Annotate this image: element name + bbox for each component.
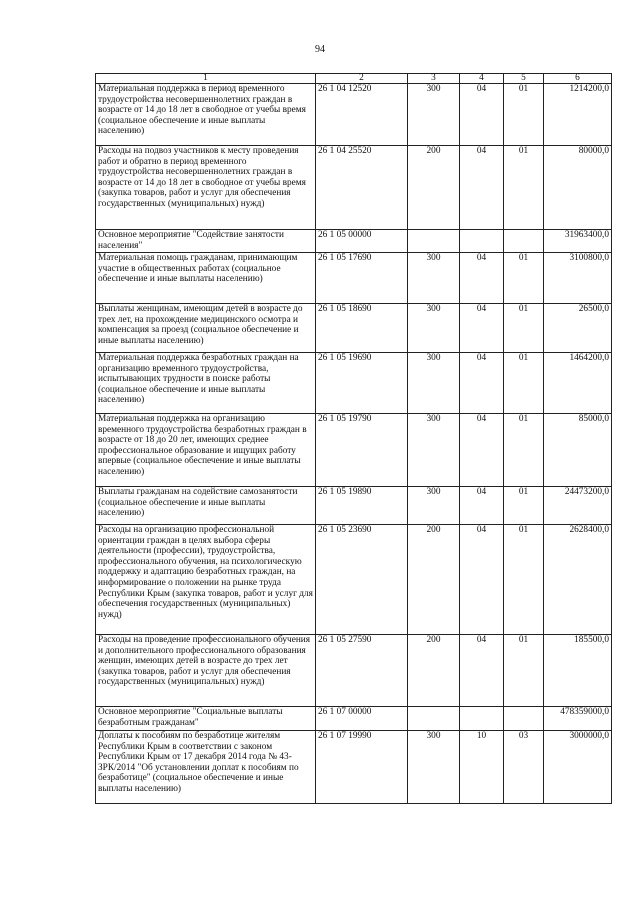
- table-row: [96, 707, 612, 731]
- row-section: 04: [460, 487, 504, 525]
- row-section: 04: [460, 635, 504, 707]
- row-expense-type: 300: [408, 731, 460, 804]
- row-amount: 31963400,0: [544, 230, 612, 253]
- row-subsection: 01: [504, 414, 544, 487]
- row-target-code: 26 1 05 27590: [316, 635, 408, 707]
- row-subsection: [504, 230, 544, 253]
- row-name: Доплаты к пособиям по безработице жителям Республики Крым в соответствии с законом Республики Крым от 17 декабря 2014 года № 43-ЗРК/2014 "Об установлении доплат к пособиям по безработице" (социальное обеспечение и иные выплаты населению): [96, 731, 316, 804]
- row-name: Материальная поддержка в период временного трудоустройства несовершеннолетних граждан в возрасте от 14 до 18 лет в свободное от учебы время (социальное обеспечение и иные выплаты населению): [96, 84, 316, 146]
- column-header: 3: [408, 74, 460, 84]
- row-name: Выплаты гражданам на содействие самозанятости (социальное обеспечение и иные выплаты населению): [96, 487, 316, 525]
- row-expense-type: 300: [408, 414, 460, 487]
- row-section: 04: [460, 146, 504, 230]
- table-header-row: [96, 74, 612, 84]
- table-row: [96, 146, 612, 230]
- row-expense-type: [408, 707, 460, 731]
- row-section: 04: [460, 414, 504, 487]
- row-target-code: 26 1 05 19690: [316, 353, 408, 414]
- row-target-code: 26 1 05 00000: [316, 230, 408, 253]
- row-subsection: 01: [504, 353, 544, 414]
- row-name: Основное мероприятие "Содействие занятости населения": [96, 230, 316, 253]
- row-expense-type: 200: [408, 525, 460, 635]
- row-section: 04: [460, 525, 504, 635]
- row-amount: 1214200,0: [544, 84, 612, 146]
- row-amount: 24473200,0: [544, 487, 612, 525]
- row-amount: 185500,0: [544, 635, 612, 707]
- table-row: [96, 84, 612, 146]
- row-section: [460, 230, 504, 253]
- column-header: 5: [504, 74, 544, 84]
- table-row: [96, 414, 612, 487]
- row-name: Основное мероприятие "Социальные выплаты безработным гражданам": [96, 707, 316, 731]
- row-amount: 1464200,0: [544, 353, 612, 414]
- row-section: [460, 707, 504, 731]
- table-row: [96, 525, 612, 635]
- row-target-code: 26 1 04 25520: [316, 146, 408, 230]
- row-expense-type: 300: [408, 304, 460, 353]
- table-row: [96, 487, 612, 525]
- row-expense-type: 200: [408, 146, 460, 230]
- row-name: Материальная поддержка безработных граждан на организацию временного трудоустройства, испытывающих трудности в поиске работы (социальное обеспечение и иные выплаты населению): [96, 353, 316, 414]
- column-header: 1: [96, 74, 316, 84]
- column-header: 4: [460, 74, 504, 84]
- row-name: Материальная помощь гражданам, принимающим участие в общественных работах (социальное обеспечение и иные выплаты населению): [96, 253, 316, 304]
- row-name: Материальная поддержка на организацию временного трудоустройства безработных граждан в возрасте от 18 до 20 лет, имеющих среднее профессиональное образование и ищущих работу впервые (социальное обеспечение и иные выплаты населению): [96, 414, 316, 487]
- row-expense-type: [408, 230, 460, 253]
- row-name: Расходы на организацию профессиональной ориентации граждан в целях выбора сферы деятельности (профессии), трудоустройства, профессионального обучения, на психологическую поддержку и адаптацию безработных граждан, на информирование о положении на рынке труда Республики Крым (закупка товаров, работ и услуг для обеспечения государственных (муниципальных) нужд): [96, 525, 316, 635]
- row-expense-type: 300: [408, 253, 460, 304]
- row-name: Расходы на подвоз участников к месту проведения работ и обратно в период временного трудоустройства несовершеннолетних граждан в возрасте от 14 до 18 лет в свободное от учебы время (закупка товаров, работ и услуг для обеспечения государственных (муниципальных) нужд): [96, 146, 316, 230]
- row-subsection: 03: [504, 731, 544, 804]
- row-subsection: 01: [504, 304, 544, 353]
- row-target-code: 26 1 04 12520: [316, 84, 408, 146]
- table-row: [96, 353, 612, 414]
- row-subsection: 01: [504, 146, 544, 230]
- row-name: Расходы на проведение профессионального обучения и дополнительного профессионального образования женщин, имеющих детей в возрасте до трех лет (закупка товаров, работ и услуг для обеспечения государственных (муниципальных) нужд): [96, 635, 316, 707]
- column-header: 2: [316, 74, 408, 84]
- table-row: [96, 731, 612, 804]
- row-target-code: 26 1 07 19990: [316, 731, 408, 804]
- row-amount: 80000,0: [544, 146, 612, 230]
- row-amount: 3100800,0: [544, 253, 612, 304]
- row-target-code: 26 1 05 19790: [316, 414, 408, 487]
- row-amount: 2628400,0: [544, 525, 612, 635]
- row-target-code: 26 1 05 17690: [316, 253, 408, 304]
- row-subsection: [504, 707, 544, 731]
- row-subsection: 01: [504, 253, 544, 304]
- row-subsection: 01: [504, 635, 544, 707]
- table-row: [96, 230, 612, 253]
- row-expense-type: 300: [408, 84, 460, 146]
- row-subsection: 01: [504, 487, 544, 525]
- row-amount: 3000000,0: [544, 731, 612, 804]
- row-subsection: 01: [504, 525, 544, 635]
- row-expense-type: 200: [408, 635, 460, 707]
- row-expense-type: 300: [408, 353, 460, 414]
- table-row: [96, 635, 612, 707]
- row-section: 10: [460, 731, 504, 804]
- row-target-code: 26 1 05 18690: [316, 304, 408, 353]
- table-row: [96, 253, 612, 304]
- budget-table: [95, 73, 612, 804]
- table-row: [96, 304, 612, 353]
- row-target-code: 26 1 05 19890: [316, 487, 408, 525]
- row-target-code: 26 1 07 00000: [316, 707, 408, 731]
- row-amount: 85000,0: [544, 414, 612, 487]
- row-name: Выплаты женщинам, имеющим детей в возрасте до трех лет, на прохождение медицинского осмотра и компенсация за проезд (социальное обеспечение и иные выплаты населению): [96, 304, 316, 353]
- row-amount: 26500,0: [544, 304, 612, 353]
- row-target-code: 26 1 05 23690: [316, 525, 408, 635]
- row-section: 04: [460, 84, 504, 146]
- row-amount: 478359000,0: [544, 707, 612, 731]
- row-section: 04: [460, 304, 504, 353]
- row-section: 04: [460, 253, 504, 304]
- page-number: 94: [315, 44, 325, 55]
- row-subsection: 01: [504, 84, 544, 146]
- row-section: 04: [460, 353, 504, 414]
- column-header: 6: [544, 74, 612, 84]
- row-expense-type: 300: [408, 487, 460, 525]
